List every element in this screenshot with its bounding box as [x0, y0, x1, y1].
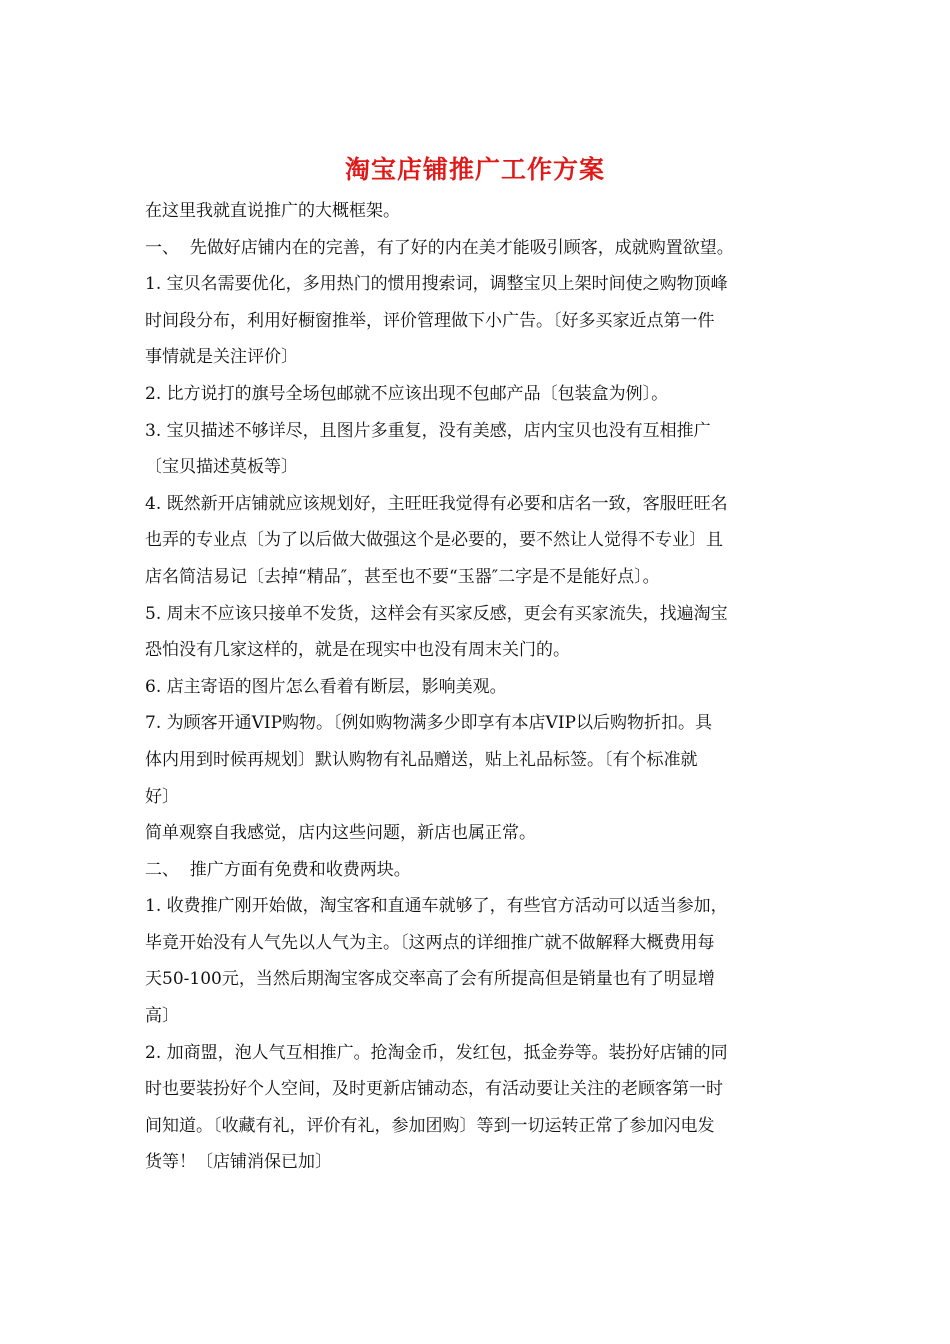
body-line: 3. 宝贝描述不够详尽，且图片多重复，没有美感，店内宝贝也没有互相推广: [145, 420, 711, 441]
body-line: 货等！〔店铺消保已加〕: [145, 1152, 332, 1173]
body-line: 在这里我就直说推广的大概框架。: [145, 201, 400, 221]
body-line: 5. 周末不应该只接单不发货，这样会有买家反感，更会有买家流失，找遍淘宝: [145, 603, 728, 624]
body-line: 4. 既然新开店铺就应该规划好，主旺旺我觉得有必要和店名一致，客服旺旺名: [145, 493, 728, 514]
body-line: 体内用到时候再规划〕默认购物有礼品赠送，贴上礼品标签。〔有个标准就: [145, 749, 698, 770]
body-line: 2. 加商盟，泡人气互相推广。抢淘金币，发红包，抵金券等。装扮好店铺的同: [145, 1042, 728, 1063]
body-line: 7. 为顾客开通VIP购物。〔例如购物满多少即享有本店VIP以后购物折扣。具: [145, 713, 712, 734]
body-line: 简单观察自我感觉，店内这些问题，新店也属正常。: [145, 823, 536, 844]
body-line: 时间段分布，利用好橱窗推举，评价管理做下小广告。〔好多买家近点第一件: [145, 310, 715, 331]
body-line: 好〕: [145, 786, 179, 807]
body-line: 1. 收费推广刚开始做，淘宝客和直通车就够了，有些官方活动可以适当参加，: [145, 896, 728, 917]
body-line: 也弄的专业点〔为了以后做大做强这个是必要的，要不然让人觉得不专业〕且: [145, 530, 723, 551]
body-line: 一、 先做好店铺内在的完善，有了好的内在美才能吸引顾客，成就购置欲望。: [145, 237, 734, 258]
body-line: 1. 宝贝名需要优化，多用热门的惯用搜索词，调整宝贝上架时间使之购物顶峰: [145, 274, 728, 295]
body-line: 时也要装扮好个人空间，及时更新店铺动态，有活动要让关注的老顾客第一时: [145, 1079, 723, 1100]
body-line: 二、 推广方面有免费和收费两块。: [145, 859, 411, 880]
body-line: 店名简洁易记〔去掉“精品″，甚至也不要“玉器″二字是不是能好点〕。: [145, 566, 660, 587]
body-line: 2. 比方说打的旗号全场包邮就不应该出现不包邮产品〔包装盒为例〕。: [145, 383, 669, 404]
body-line: 事情就是关注评价〕: [145, 347, 298, 368]
body-line: 间知道。〔收藏有礼，评价有礼，参加团购〕等到一切运转正常了参加闪电发: [145, 1115, 715, 1136]
body-line: 恐怕没有几家这样的，就是在现实中也没有周末关门的。: [145, 640, 570, 661]
document-body: [145, 193, 810, 1181]
body-line: 〔宝贝描述莫板等〕: [145, 457, 298, 478]
body-line: 天50-100元，当然后期淘宝客成交率高了会有所提高但是销量也有了明显增: [145, 969, 715, 990]
body-line: 毕竟开始没有人气先以人气为主。〔这两点的详细推广就不做解释大概费用每: [145, 932, 715, 953]
document-title: 淘宝店铺推广工作方案: [344, 155, 605, 184]
body-line: 6. 店主寄语的图片怎么看着有断层，影响美观。: [145, 676, 507, 697]
body-line: 高〕: [145, 1006, 179, 1027]
